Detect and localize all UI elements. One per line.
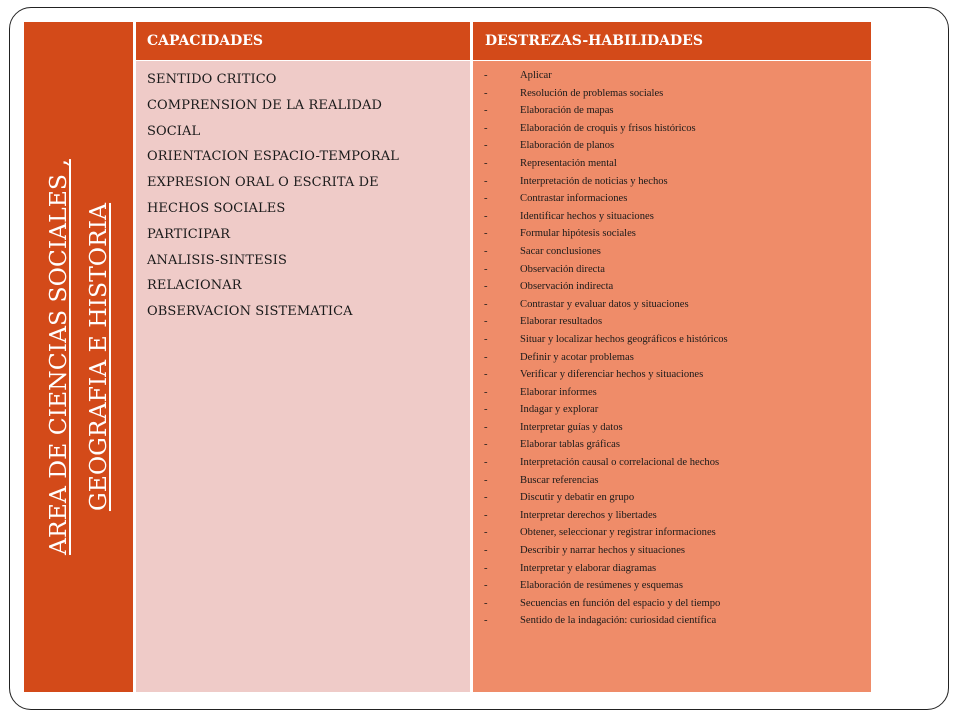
capacidades-list: [147, 67, 470, 325]
bullet-dash: -: [484, 562, 488, 574]
destreza-item: [484, 366, 871, 384]
bullet-dash: -: [484, 492, 488, 504]
destreza-text: Identificar hechos y situaciones: [520, 210, 654, 222]
destreza-item: [484, 313, 871, 331]
bullet-dash: -: [484, 175, 488, 187]
destreza-item: [484, 296, 871, 314]
destreza-text: Indagar y explorar: [520, 404, 599, 416]
destreza-item: [484, 419, 871, 437]
bullet-dash: -: [484, 193, 488, 205]
destreza-item: [484, 331, 871, 349]
destreza-item: [484, 401, 871, 419]
destreza-text: Interpretación de noticias y hechos: [520, 175, 668, 187]
destreza-text: Elaborar tablas gráficas: [520, 439, 620, 451]
bullet-dash: -: [484, 457, 488, 469]
bullet-dash: -: [484, 386, 488, 398]
bullet-dash: -: [484, 545, 488, 557]
destreza-text: Formular hipótesis sociales: [520, 228, 636, 240]
destreza-item: [484, 67, 871, 85]
bullet-dash: -: [484, 157, 488, 169]
destreza-text: Elaboración de mapas: [520, 105, 614, 117]
capacidad-item: HECHOS SOCIALES: [147, 200, 286, 216]
destreza-item: [484, 489, 871, 507]
bullet-dash: -: [484, 316, 488, 328]
destreza-text: Contrastar y evaluar datos y situaciones: [520, 298, 689, 310]
bullet-dash: -: [484, 527, 488, 539]
destreza-text: Interpretar guías y datos: [520, 421, 623, 433]
destreza-text: Interpretación causal o correlacional de hechos: [520, 457, 720, 469]
destreza-item: [484, 577, 871, 595]
destreza-item: [484, 595, 871, 613]
destreza-text: Secuencias en función del espacio y del tiempo: [520, 597, 721, 609]
destreza-item: [484, 225, 871, 243]
destreza-item: [484, 507, 871, 525]
destreza-text: Discutir y debatir en grupo: [520, 492, 635, 504]
destreza-item: [484, 560, 871, 578]
bullet-dash: -: [484, 439, 488, 451]
bullet-dash: -: [484, 228, 488, 240]
destreza-text: Observación directa: [520, 263, 606, 275]
bullet-dash: -: [484, 298, 488, 310]
destreza-item: [484, 542, 871, 560]
destreza-item: [484, 349, 871, 367]
destreza-item: [484, 384, 871, 402]
bullet-dash: -: [484, 615, 488, 627]
destreza-text: Describir y narrar hechos y situaciones: [520, 545, 686, 557]
destreza-text: Interpretar y elaborar diagramas: [520, 562, 657, 574]
destreza-text: Definir y acotar problemas: [520, 351, 634, 363]
bullet-dash: -: [484, 105, 488, 117]
header-capacidades: CAPACIDADES: [136, 22, 470, 60]
destreza-item: [484, 102, 871, 120]
bullet-dash: -: [484, 70, 488, 81]
destreza-text: Verificar y diferenciar hechos y situaciones: [520, 369, 704, 381]
bullet-dash: -: [484, 597, 488, 609]
bullet-dash: -: [484, 474, 488, 486]
capacidad-item: COMPRENSION DE LA REALIDAD: [147, 97, 382, 113]
destreza-item: [484, 472, 871, 490]
capacidad-item: PARTICIPAR: [147, 226, 231, 242]
destreza-text: Interpretar derechos y libertades: [520, 509, 657, 521]
destreza-item: [484, 190, 871, 208]
bullet-dash: -: [484, 509, 488, 521]
destrezas-cell: [473, 61, 871, 692]
destreza-item: [484, 85, 871, 103]
bullet-dash: -: [484, 245, 488, 257]
destreza-item: [484, 261, 871, 279]
destreza-item: [484, 208, 871, 226]
bullet-dash: -: [484, 580, 488, 592]
destreza-item: [484, 120, 871, 138]
bullet-dash: -: [484, 333, 488, 345]
capacidad-item: SOCIAL: [147, 123, 201, 139]
destreza-item: [484, 137, 871, 155]
destreza-item: [484, 524, 871, 542]
destreza-item: [484, 173, 871, 191]
capacidad-item: ORIENTACION ESPACIO-TEMPORAL: [147, 149, 400, 165]
destreza-item: [484, 436, 871, 454]
destreza-item: [484, 243, 871, 261]
capacidad-item: EXPRESION ORAL O ESCRITA DE: [147, 175, 379, 191]
capacidades-cell: [136, 61, 470, 692]
destreza-text: Observación indirecta: [520, 281, 614, 293]
destreza-text: Aplicar: [520, 70, 552, 81]
destreza-item: [484, 155, 871, 173]
destreza-text: Elaborar informes: [520, 386, 597, 398]
capacidad-item: SENTIDO CRITICO: [147, 72, 277, 87]
bullet-dash: -: [484, 87, 488, 99]
bullet-dash: -: [484, 404, 488, 416]
side-title-line-1: AREA DE CIENCIAS SOCIALES ,: [44, 159, 72, 555]
bullet-dash: -: [484, 421, 488, 433]
destreza-text: Resolución de problemas sociales: [520, 87, 664, 99]
bullet-dash: -: [484, 263, 488, 275]
header-destrezas: DESTREZAS-HABILIDADES: [473, 22, 871, 60]
destreza-item: [484, 278, 871, 296]
destreza-text: Sentido de la indagación: curiosidad científica: [520, 615, 717, 627]
destreza-text: Obtener, seleccionar y registrar informaciones: [520, 527, 716, 539]
side-title-line-2: GEOGRAFIA E HISTORIA: [84, 202, 112, 512]
destreza-text: Elaborar resultados: [520, 316, 603, 328]
bullet-dash: -: [484, 281, 488, 293]
bullet-dash: -: [484, 210, 488, 222]
destreza-text: Elaboración de planos: [520, 140, 615, 152]
bullet-dash: -: [484, 369, 488, 381]
destreza-text: Situar y localizar hechos geográficos e históricos: [520, 333, 728, 345]
capacidad-item: RELACIONAR: [147, 278, 242, 294]
bullet-dash: -: [484, 122, 488, 134]
destreza-text: Contrastar informaciones: [520, 193, 628, 205]
destreza-item: [484, 612, 871, 630]
capacidad-item: OBSERVACION SISTEMATICA: [147, 304, 353, 320]
bullet-dash: -: [484, 351, 488, 363]
capacidad-item: ANALISIS-SINTESIS: [147, 252, 287, 268]
side-title: [38, 37, 118, 677]
destreza-item: [484, 454, 871, 472]
bullet-dash: -: [484, 140, 488, 152]
destreza-text: Representación mental: [520, 157, 617, 169]
destreza-text: Buscar referencias: [520, 474, 599, 486]
destrezas-list: [484, 67, 871, 630]
destreza-text: Elaboración de resúmenes y esquemas: [520, 580, 683, 592]
destreza-text: Elaboración de croquis y frisos históricos: [520, 122, 696, 134]
destreza-text: Sacar conclusiones: [520, 245, 601, 257]
